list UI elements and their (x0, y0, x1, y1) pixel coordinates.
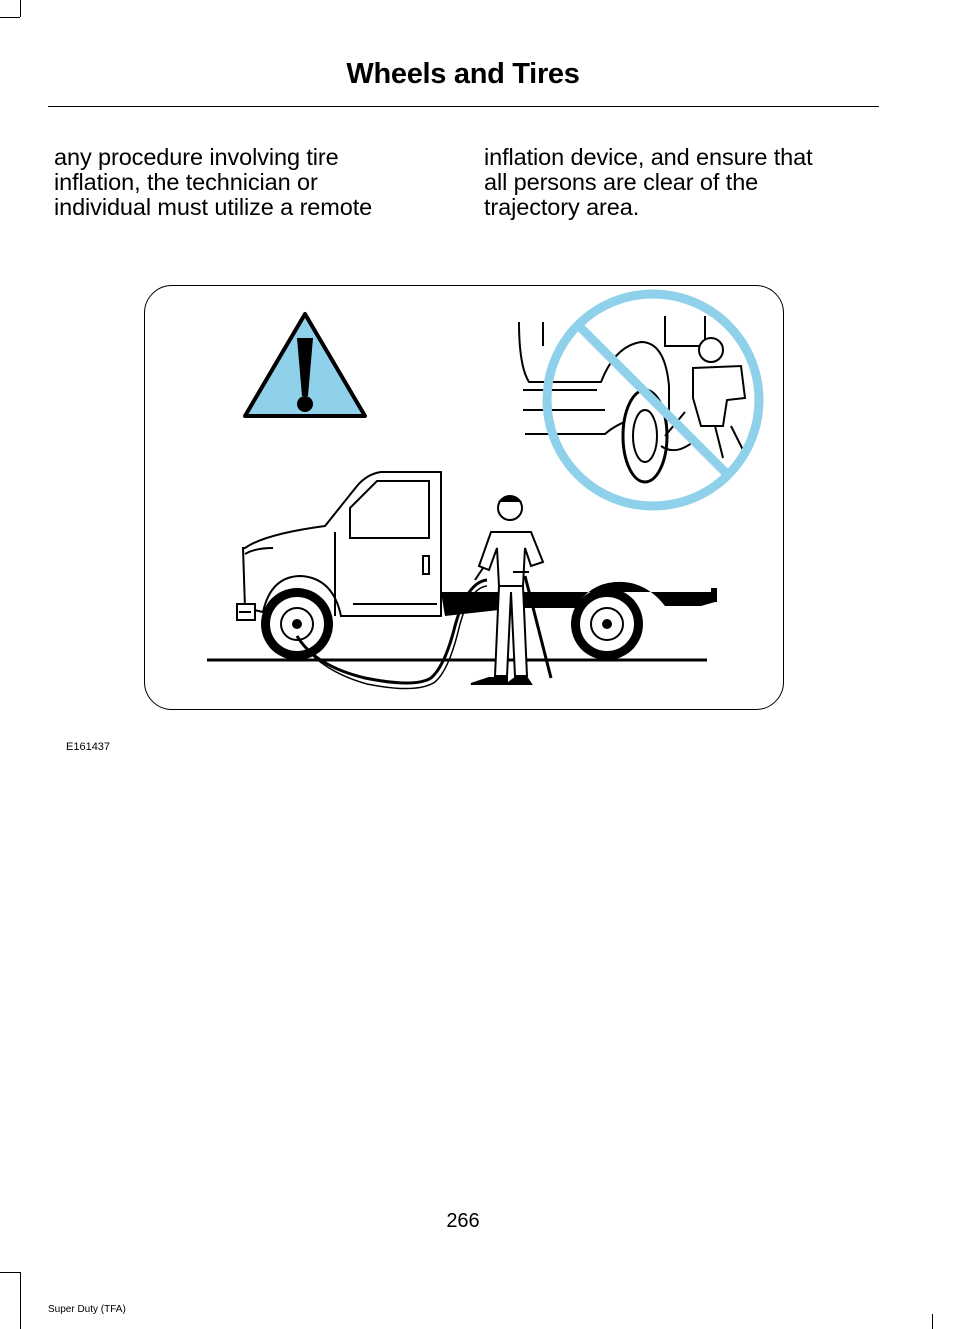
truck-icon (237, 472, 441, 620)
crop-mark-bottom-right (932, 1314, 933, 1329)
crop-mark-top-left-h (0, 17, 20, 18)
technician-standing (471, 496, 543, 684)
page-number: 266 (446, 1210, 480, 1232)
crop-mark-top-left (20, 0, 21, 17)
rear-wheel (571, 588, 643, 660)
crop-mark-bottom-left (20, 1272, 21, 1329)
figure-code: E161437 (66, 741, 111, 753)
title-rule (48, 106, 879, 107)
body-text-right: inflation device, and ensure that all persons are clear of the trajectory area. (484, 144, 813, 220)
crop-mark-bottom-left-h (0, 1272, 20, 1273)
footer-doc-name: Super Duty (TFA) (48, 1304, 126, 1315)
illustration-svg (145, 286, 784, 710)
page-title: Wheels and Tires (346, 58, 580, 90)
front-wheel (261, 588, 333, 660)
body-text-left: any procedure involving tire inflation, the technician or individual must utilize a remote (54, 144, 373, 220)
warning-triangle-icon (245, 314, 365, 416)
tire-inflation-illustration (144, 285, 784, 710)
